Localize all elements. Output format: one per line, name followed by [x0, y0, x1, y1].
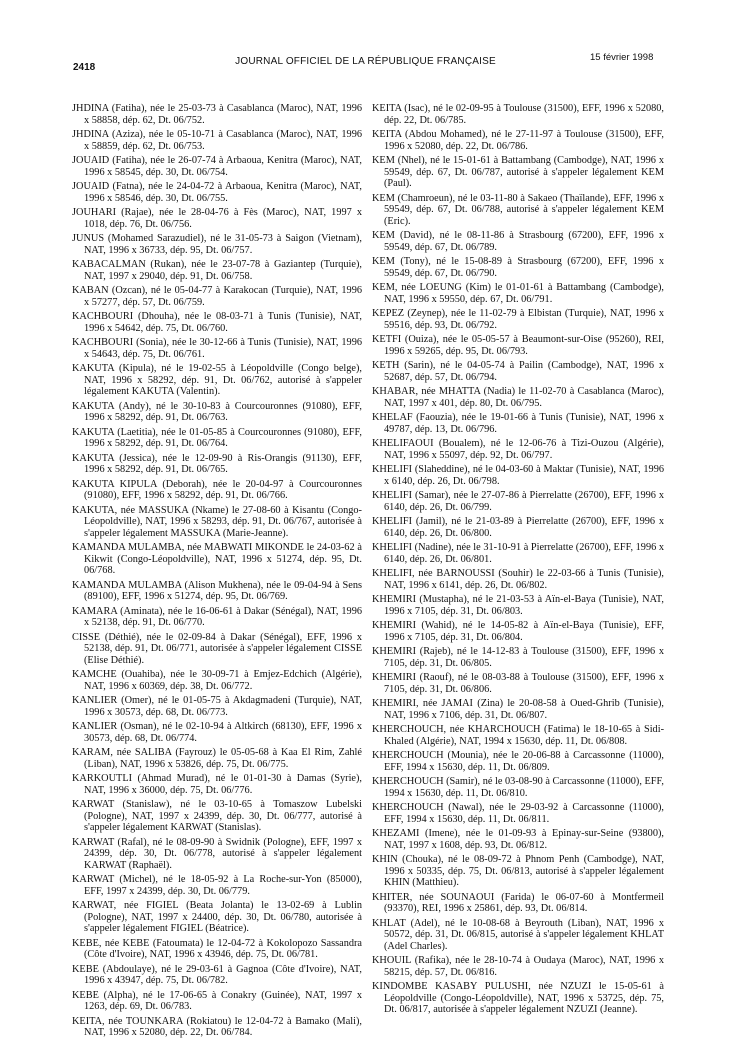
journal-title: JOURNAL OFFICIEL DE LA RÉPUBLIQUE FRANÇAISE: [235, 56, 496, 67]
naturalization-entry: KHEMIRI, née JAMAI (Zina) le 20-08-58 à Oued-Ghrib (Tunisie), NAT, 1996 x 7106, dép. 31, Dt. 06/807.: [372, 698, 664, 721]
naturalization-entry: KEITA, née TOUNKARA (Rokiatou) le 12-04-72 à Bamako (Mali), NAT, 1996 x 52080, dép. 22, Dt. 06/784.: [72, 1015, 362, 1038]
naturalization-entry: KHIN (Chouka), né le 08-09-72 à Phnom Penh (Cambodge), NAT, 1996 x 50335, dép. 75, Dt. 06/813, autorisé à s'appeler légalement KHIN (Matthieu).: [372, 854, 664, 888]
publication-date: 15 février 1998: [590, 52, 654, 63]
naturalization-entry: JOUHARI (Rajae), née le 28-04-76 à Fès (Maroc), NAT, 1997 x 1018, dép. 76, Dt. 06/756.: [72, 207, 362, 230]
naturalization-entry: KANLIER (Osman), né le 02-10-94 à Altkirch (68130), EFF, 1996 x 30573, dép. 68, Dt. 06/774.: [72, 721, 362, 744]
naturalization-entry: KABAN (Ozcan), né le 05-04-77 à Karakocan (Turquie), NAT, 1996 x 57277, dép. 57, Dt. 06/759.: [72, 285, 362, 308]
naturalization-entry: JOUAID (Fatiha), née le 26-07-74 à Arbaoua, Kenitra (Maroc), NAT, 1996 x 58545, dép. 30, Dt. 06/754.: [72, 155, 362, 178]
naturalization-entry: KAKUTA (Jessica), née le 12-09-90 à Ris-Orangis (91130), EFF, 1996 x 58292, dép. 91, Dt. 06/765.: [72, 452, 362, 475]
naturalization-entry: KEM (David), né le 08-11-86 à Strasbourg (67200), EFF, 1996 x 59549, dép. 67, Dt. 06/789.: [372, 230, 664, 253]
naturalization-entry: KAMANDA MULAMBA (Alison Mukhena), née le 09-04-94 à Sens (89100), EFF, 1996 x 51274, dép. 95, Dt. 06/769.: [72, 579, 362, 602]
naturalization-entry: KHOUIL (Rafika), née le 28-10-74 à Oudaya (Maroc), NAT, 1996 x 58215, dép. 57, Dt. 06/816.: [372, 955, 664, 978]
naturalization-entry: KAKUTA (Laetitia), née le 01-05-85 à Courcouronnes (91080), EFF, 1996 x 58292, dép. 91, Dt. 06/764.: [72, 426, 362, 449]
naturalization-entry: KEITA (Isac), né le 02-09-95 à Toulouse (31500), EFF, 1996 x 52080, dép. 22, Dt. 06/785.: [372, 103, 664, 126]
naturalization-entry: KHERCHOUCH, née KHARCHOUCH (Fatima) le 18-10-65 à Sidi-Khaled (Algérie), NAT, 1994 x 15630, dép. 11, Dt. 06/808.: [372, 724, 664, 747]
naturalization-entry: KHERCHOUCH (Mounia), née le 20-06-88 à Carcassonne (11000), EFF, 1994 x 15630, dép. 11, Dt. 06/809.: [372, 750, 664, 773]
naturalization-entry: KAMANDA MULAMBA, née MABWATI MIKONDE le 24-03-62 à Kikwit (Congo-Léopoldville), NAT, 1996 x 51274, dép. 95, Dt. 06/768.: [72, 542, 362, 576]
naturalization-entry: KARAM, née SALIBA (Fayrouz) le 05-05-68 à Kaa El Rim, Zahlé (Liban), NAT, 1996 x 53826, dép. 75, Dt. 06/775.: [72, 747, 362, 770]
naturalization-entry: KEM (Tony), né le 15-08-89 à Strasbourg (67200), EFF, 1996 x 59549, dép. 67, Dt. 06/790.: [372, 256, 664, 279]
naturalization-entry: KETH (Sarin), né le 04-05-74 à Pailin (Cambodge), NAT, 1996 x 52687, dép. 57, Dt. 06/794.: [372, 360, 664, 383]
naturalization-entry: KHLAT (Adel), né le 10-08-68 à Beyrouth (Liban), NAT, 1996 x 50572, dép. 31, Dt. 06/815, autorisé à s'appeler légalement KHLAT (Adel Charles).: [372, 917, 664, 952]
naturalization-entry: KAMCHE (Ouahiba), née le 30-09-71 à Emjez-Edchich (Algérie), NAT, 1996 x 60369, dép. 38, Dt. 06/772.: [72, 669, 362, 692]
naturalization-entry: KHABAR, née MHATTA (Nadia) le 11-02-70 à Casablanca (Maroc), NAT, 1997 x 401, dép. 80, Dt. 06/795.: [372, 386, 664, 409]
naturalization-entry: KHELIFI (Nadine), née le 31-10-91 à Pierrelatte (26700), EFF, 1996 x 6140, dép. 26, Dt. 06/801.: [372, 542, 664, 565]
naturalization-entry: KARWAT (Stanislaw), né le 03-10-65 à Tomaszow Lubelski (Pologne), NAT, 1997 x 24399, dép. 30, Dt. 06/777, autorisé à s'appeler légalement KARWAT (Stanislas).: [72, 799, 362, 833]
page-number: 2418: [73, 62, 96, 73]
right-column: [372, 103, 664, 1019]
naturalization-entry: KEBE, née KEBE (Fatoumata) le 12-04-72 à Kokolopozo Sassandra (Côte d'Ivoire), NAT, 1996 x 43946, dép. 75, Dt. 06/781.: [72, 937, 362, 960]
naturalization-entry: KEPEZ (Zeynep), née le 11-02-79 à Elbistan (Turquie), NAT, 1996 x 59516, dép. 93, Dt. 06/792.: [372, 308, 664, 331]
naturalization-entry: KHELIFI (Jamil), né le 21-03-89 à Pierrelatte (26700), EFF, 1996 x 6140, dép. 26, Dt. 06/800.: [372, 516, 664, 539]
naturalization-entry: KAKUTA (Kipula), né le 19-02-55 à Léopoldville (Congo belge), NAT, 1996 x 58292, dép. 91, Dt. 06/762, autorisé à s'appeler légalement KAKUTA (Valentin).: [72, 363, 362, 397]
naturalization-entry: KEM (Chamroeun), né le 03-11-80 à Sakaeo (Thaïlande), EFF, 1996 x 59549, dép. 67, Dt. 06/788, autorisé à s'appeler légalement KEM (Eric).: [372, 192, 664, 227]
naturalization-entry: KHEMIRI (Rajeb), né le 14-12-83 à Toulouse (31500), EFF, 1996 x 7105, dép. 31, Dt. 06/805.: [372, 646, 664, 669]
naturalization-entry: KARWAT (Michel), né le 18-05-92 à La Roche-sur-Yon (85000), EFF, 1997 x 24399, dép. 30, Dt. 06/779.: [72, 874, 362, 897]
naturalization-entry: JOUAID (Fatna), née le 24-04-72 à Arbaoua, Kenitra (Maroc), NAT, 1996 x 58546, dép. 30, Dt. 06/755.: [72, 181, 362, 204]
naturalization-entry: KHERCHOUCH (Nawal), née le 29-03-92 à Carcassonne (11000), EFF, 1994 x 15630, dép. 11, Dt. 06/811.: [372, 802, 664, 825]
naturalization-entry: KAMARA (Aminata), née le 16-06-61 à Dakar (Sénégal), NAT, 1996 x 52138, dép. 91, Dt. 06/770.: [72, 605, 362, 628]
naturalization-entry: KHITER, née SOUNAOUI (Farida) le 06-07-60 à Montfermeil (93370), REI, 1996 x 25861, dép. 93, Dt. 06/814.: [372, 891, 664, 914]
naturalization-entry: JHDINA (Fatiha), née le 25-03-73 à Casablanca (Maroc), NAT, 1996 x 58858, dép. 62, Dt. 06/752.: [72, 103, 362, 126]
naturalization-entry: KHEMIRI (Wahid), né le 14-05-82 à Aïn-el-Baya (Tunisie), EFF, 1996 x 7105, dép. 31, Dt. 06/804.: [372, 620, 664, 643]
naturalization-entry: KHELAF (Faouzia), née le 19-01-66 à Tunis (Tunisie), NAT, 1996 x 49787, dép. 13, Dt. 06/796.: [372, 412, 664, 435]
naturalization-entry: KHEMIRI (Mustapha), né le 21-03-53 à Aïn-el-Baya (Tunisie), NAT, 1996 x 7105, dép. 31, Dt. 06/803.: [372, 594, 664, 617]
naturalization-entry: KAKUTA KIPULA (Deborah), née le 20-04-97 à Courcouronnes (91080), EFF, 1996 x 58292, dép. 91, Dt. 06/766.: [72, 478, 362, 501]
naturalization-entry: KAKUTA (Andy), né le 30-10-83 à Courcouronnes (91080), EFF, 1996 x 58292, dép. 91, Dt. 06/763.: [72, 400, 362, 423]
page-header: [0, 52, 731, 74]
naturalization-entry: KHELIFI, née BARNOUSSI (Souhir) le 22-03-66 à Tunis (Tunisie), NAT, 1996 x 6141, dép. 26, Dt. 06/802.: [372, 568, 664, 591]
naturalization-entry: KHELIFAOUI (Boualem), né le 12-06-76 à Tizi-Ouzou (Algérie), NAT, 1996 x 55097, dép. 92, Dt. 06/797.: [372, 438, 664, 461]
naturalization-entry: KARKOUTLI (Ahmad Murad), né le 01-01-30 à Damas (Syrie), NAT, 1996 x 36000, dép. 75, Dt. 06/776.: [72, 773, 362, 796]
naturalization-entry: KHELIFI (Samar), née le 27-07-86 à Pierrelatte (26700), EFF, 1996 x 6140, dép. 26, Dt. 06/799.: [372, 490, 664, 513]
naturalization-entry: KHEMIRI (Raouf), né le 08-03-88 à Toulouse (31500), EFF, 1996 x 7105, dép. 31, Dt. 06/806.: [372, 672, 664, 695]
naturalization-entry: KAKUTA, née MASSUKA (Nkame) le 27-08-60 à Kisantu (Congo-Léopoldville), NAT, 1996 x 58293, dép. 91, Dt. 06/767, autorisée à s'appeler légalement MASSUKA (Marie-Jeanne).: [72, 504, 362, 539]
naturalization-entry: JHDINA (Aziza), née le 05-10-71 à Casablanca (Maroc), NAT, 1996 x 58859, dép. 62, Dt. 06/753.: [72, 129, 362, 152]
naturalization-entry: KETFI (Ouiza), née le 05-05-57 à Beaumont-sur-Oise (95260), REI, 1996 x 59265, dép. 95, Dt. 06/793.: [372, 334, 664, 357]
naturalization-entry: KEITA (Abdou Mohamed), né le 27-11-97 à Toulouse (31500), EFF, 1996 x 52080, dép. 22, Dt. 06/786.: [372, 129, 664, 152]
naturalization-entry: KEM (Nhel), né le 15-01-61 à Battambang (Cambodge), NAT, 1996 x 59549, dép. 67, Dt. 06/787, autorisé à s'appeler légalement KEM (Paul).: [372, 155, 664, 189]
naturalization-entry: KEBE (Abdoulaye), né le 29-03-61 à Gagnoa (Côte d'Ivoire), NAT, 1996 x 43947, dép. 75, Dt. 06/782.: [72, 963, 362, 986]
naturalization-entry: KACHBOURI (Sonia), née le 30-12-66 à Tunis (Tunisie), NAT, 1996 x 54643, dép. 75, Dt. 06/761.: [72, 337, 362, 360]
naturalization-entry: JUNUS (Mohamed Sarazudiel), né le 31-05-73 à Saigon (Vietnam), NAT, 1996 x 36733, dép. 95, Dt. 06/757.: [72, 233, 362, 256]
naturalization-entry: KANLIER (Omer), né le 01-05-75 à Akdagmadeni (Turquie), NAT, 1996 x 30573, dép. 68, Dt. 06/773.: [72, 695, 362, 718]
naturalization-entry: KHERCHOUCH (Samir), né le 03-08-90 à Carcassonne (11000), EFF, 1994 x 15630, dép. 11, Dt. 06/810.: [372, 776, 664, 799]
naturalization-entry: KABACALMAN (Rukan), née le 23-07-78 à Gaziantep (Turquie), NAT, 1997 x 29040, dép. 91, Dt. 06/758.: [72, 259, 362, 282]
left-column: [72, 103, 362, 1042]
naturalization-entry: KEM, née LOEUNG (Kim) le 01-01-61 à Battambang (Cambodge), NAT, 1996 x 59550, dép. 67, Dt. 06/791.: [372, 282, 664, 305]
naturalization-entry: KACHBOURI (Dhouha), née le 08-03-71 à Tunis (Tunisie), NAT, 1996 x 54642, dép. 75, Dt. 06/760.: [72, 311, 362, 334]
naturalization-entry: KINDOMBE KASABY PULUSHI, née NZUZI le 15-05-61 à Léopoldville (Congo-Léopoldville), NAT, 1996 x 53725, dép. 75, Dt. 06/817, autorisée à s'appeler légalement NZUZI (Jeanne).: [372, 981, 664, 1015]
naturalization-entry: KEBE (Alpha), né le 17-06-65 à Conakry (Guinée), NAT, 1997 x 1263, dép. 69, Dt. 06/783.: [72, 989, 362, 1012]
naturalization-entry: KHEZAMI (Imene), née le 01-09-93 à Epinay-sur-Seine (93800), NAT, 1997 x 1608, dép. 93, Dt. 06/812.: [372, 828, 664, 851]
naturalization-entry: KHELIFI (Slaheddine), né le 04-03-60 à Maktar (Tunisie), NAT, 1996 x 6140, dép. 26, Dt. 06/798.: [372, 464, 664, 487]
naturalization-entry: KARWAT (Rafal), né le 08-09-90 à Swidnik (Pologne), EFF, 1997 x 24399, dép. 30, Dt. 06/778, autorisé à s'appeler légalement KARWAT (Raphaël).: [72, 836, 362, 871]
naturalization-entry: CISSE (Déthié), née le 02-09-84 à Dakar (Sénégal), EFF, 1996 x 52138, dép. 91, Dt. 06/771, autorisée à s'appeler légalement CISSE (Elise Déthié).: [72, 631, 362, 666]
naturalization-entry: KARWAT, née FIGIEL (Beata Jolanta) le 13-02-69 à Lublin (Pologne), NAT, 1997 x 24400, dép. 30, Dt. 06/780, autorisée à s'appeler légalement FIGIEL (Béatrice).: [72, 900, 362, 934]
